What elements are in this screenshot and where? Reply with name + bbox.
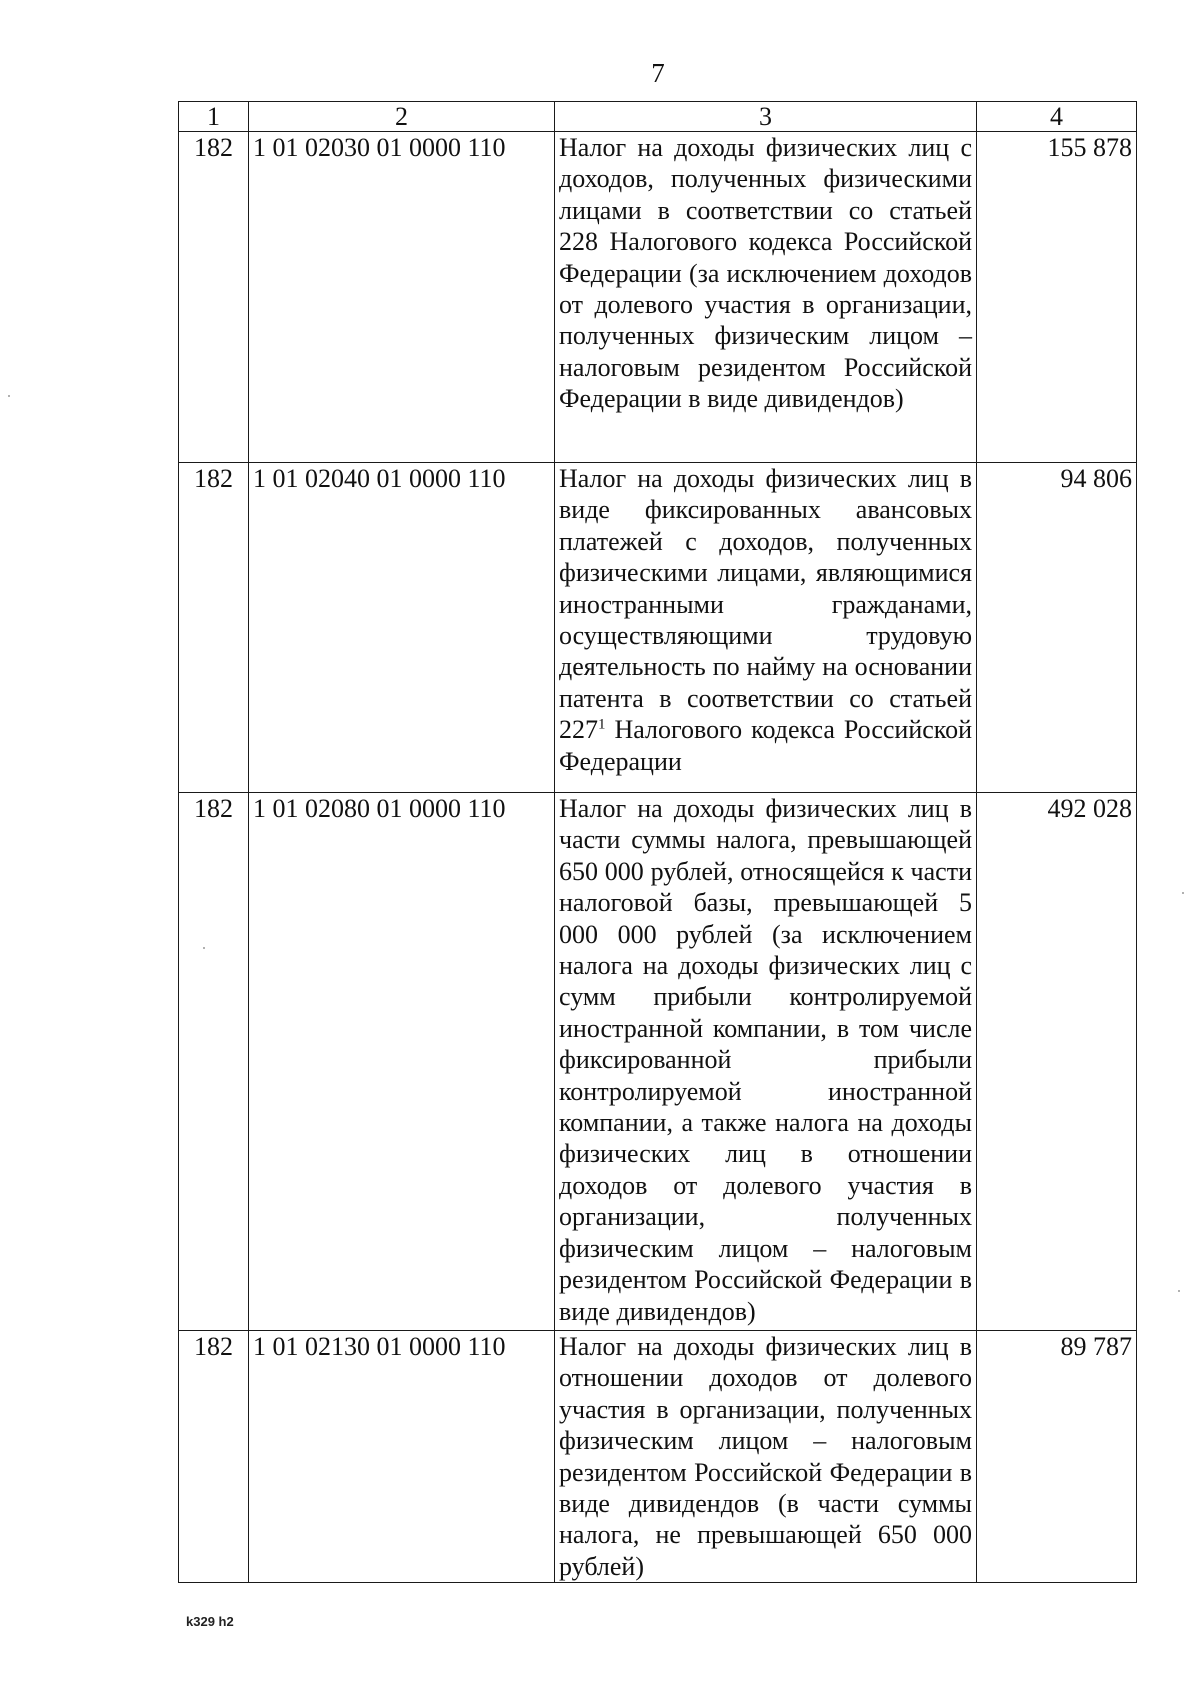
- table-row: [179, 463, 1137, 793]
- header-col-1: 1: [179, 102, 249, 132]
- amount-cell: 89 787: [977, 1331, 1137, 1583]
- description-text: Налог на доходы физических лиц в виде фиксированных авансовых платежей с доходов, полученных физическими лицами, являющимися иностранными гражданами, осуществляющими трудовую деятельность по найму на основании патента в соответствии со статьей 227: [559, 464, 972, 745]
- description-cell: Налог на доходы физических лиц в части суммы налога, превышающей 650 000 рублей, относящейся к части налоговой базы, превышающей 5 000 000 рублей (за исключением налога на доходы физических лиц с сумм прибыли контролируемой иностранной компании, в том числе фиксированной прибыли контролируемой иностранной компании, а также налога на доходы физических лиц в отношении доходов от долевого участия в организации, полученных физическим лицом – налоговым резидентом Российской Федерации в виде дивидендов): [555, 793, 977, 1331]
- table-header: [179, 102, 1137, 132]
- scan-dot: [203, 947, 205, 949]
- table-row: [179, 132, 1137, 463]
- budget-code-cell: 1 01 02030 01 0000 110: [249, 132, 555, 463]
- header-row: [179, 102, 1137, 132]
- admin-code-cell: 182: [179, 132, 249, 463]
- admin-code-cell: 182: [179, 1331, 249, 1583]
- amount-cell: 155 878: [977, 132, 1137, 463]
- admin-code-cell: 182: [179, 463, 249, 793]
- budget-code-cell: 1 01 02130 01 0000 110: [249, 1331, 555, 1583]
- amount-cell: 94 806: [977, 463, 1137, 793]
- budget-code-cell: 1 01 02080 01 0000 110: [249, 793, 555, 1331]
- table-body: [179, 132, 1137, 1583]
- page-number: 7: [651, 58, 665, 88]
- description-cell: Налог на доходы физических лиц в отношении доходов от долевого участия в организации, полученных физическим лицом – налоговым резидентом Российской Федерации в виде дивидендов (в части суммы налога, не превышающей 650 000 рублей): [555, 1331, 977, 1583]
- budget-code-cell: 1 01 02040 01 0000 110: [249, 463, 555, 793]
- scan-dot: [1182, 892, 1184, 894]
- revenue-table: [178, 101, 1137, 1583]
- header-col-4: 4: [977, 102, 1137, 132]
- description-cell: [555, 463, 977, 793]
- description-text-end: Налогового кодекса Российской Федерации: [559, 715, 972, 776]
- document-footer-code: k329 h2: [186, 1614, 234, 1629]
- header-col-2: 2: [249, 102, 555, 132]
- table-row: [179, 1331, 1137, 1583]
- scan-dot: [8, 395, 10, 397]
- description-cell: Налог на доходы физических лиц с доходов, полученных физическими лицами в соответствии со статьей 228 Налогового кодекса Российской Федерации (за исключением доходов от долевого участия в организации, полученных физическим лицом – налоговым резидентом Российской Федерации в виде дивидендов): [555, 132, 977, 463]
- table-row: [179, 793, 1137, 1331]
- scan-dot: [1178, 1290, 1180, 1292]
- admin-code-cell: 182: [179, 793, 249, 1331]
- header-col-3: 3: [555, 102, 977, 132]
- article-superscript: 1: [598, 716, 606, 733]
- amount-cell: 492 028: [977, 793, 1137, 1331]
